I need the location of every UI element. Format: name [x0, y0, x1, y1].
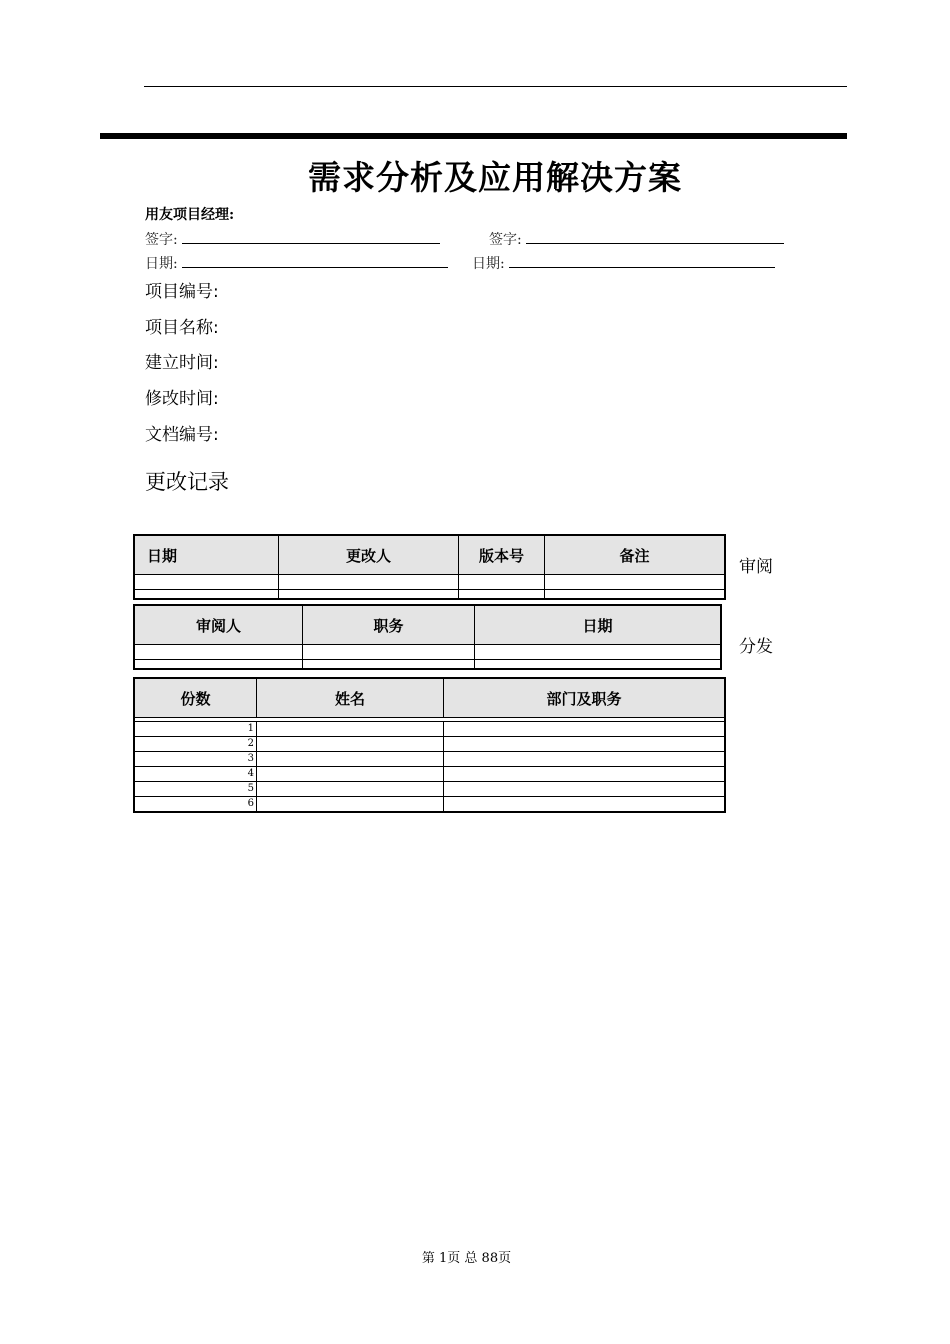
- review-header-date: 日期: [475, 606, 721, 645]
- document-title: 需求分析及应用解决方案: [308, 158, 682, 197]
- table-cell[interactable]: [257, 782, 444, 797]
- table-cell[interactable]: [475, 645, 721, 660]
- signature-left-label: 签字:: [145, 232, 178, 248]
- table-cell[interactable]: [459, 590, 545, 599]
- table-row: [135, 590, 725, 599]
- field-created-time: 建立时间:: [145, 353, 219, 373]
- distribution-header-name: 姓名: [257, 679, 444, 718]
- header-rule: [144, 86, 847, 87]
- table-cell[interactable]: [459, 575, 545, 590]
- review-header-row: [135, 606, 721, 645]
- table-row: [135, 782, 725, 797]
- table-cell[interactable]: [279, 590, 459, 599]
- signature-right: [489, 229, 784, 249]
- date-right-line[interactable]: [509, 255, 775, 268]
- table-row: [135, 797, 725, 812]
- field-project-name: 项目名称:: [145, 318, 219, 338]
- table-row: [135, 660, 721, 669]
- change-log-header-row: [135, 536, 725, 575]
- date-left-label: 日期:: [145, 256, 178, 272]
- copy-number: 5: [135, 782, 257, 797]
- review-header-position: 职务: [303, 606, 475, 645]
- table-cell[interactable]: [545, 590, 725, 599]
- change-log-header-author: 更改人: [279, 536, 459, 575]
- table-cell[interactable]: [135, 590, 279, 599]
- table-row: [135, 575, 725, 590]
- table-cell[interactable]: [279, 575, 459, 590]
- review-header-reviewer: 审阅人: [135, 606, 303, 645]
- table-cell[interactable]: [135, 645, 303, 660]
- table-row: [135, 767, 725, 782]
- distribution-header-row: [135, 679, 725, 718]
- distribution-label: 分发: [739, 637, 773, 657]
- field-modified-time: 修改时间:: [145, 389, 219, 409]
- change-log-header-version: 版本号: [459, 536, 545, 575]
- signature-left-line[interactable]: [182, 231, 440, 244]
- copy-number: 6: [135, 797, 257, 812]
- change-log-heading: 更改记录: [145, 470, 229, 494]
- copy-number: 1: [135, 722, 257, 737]
- date-left: [145, 253, 448, 273]
- table-cell[interactable]: [257, 737, 444, 752]
- table-cell[interactable]: [303, 645, 475, 660]
- page-footer: 第 1页 总 88页: [421, 1251, 512, 1266]
- table-cell[interactable]: [444, 767, 725, 782]
- distribution-header-copies: 份数: [135, 679, 257, 718]
- table-row: [135, 752, 725, 767]
- review-table: [134, 605, 721, 669]
- signature-right-label: 签字:: [489, 232, 522, 248]
- distribution-header-department: 部门及职务: [444, 679, 725, 718]
- date-left-line[interactable]: [182, 255, 448, 268]
- table-cell[interactable]: [303, 660, 475, 669]
- date-right-label: 日期:: [472, 256, 505, 272]
- signature-right-line[interactable]: [526, 231, 784, 244]
- table-cell[interactable]: [257, 797, 444, 812]
- review-label: 审阅: [739, 557, 773, 577]
- table-cell[interactable]: [444, 782, 725, 797]
- field-project-number: 项目编号:: [145, 282, 219, 302]
- table-row: [135, 722, 725, 737]
- table-cell[interactable]: [475, 660, 721, 669]
- copy-number: 2: [135, 737, 257, 752]
- date-right: [472, 253, 775, 273]
- project-manager-label: 用友项目经理:: [145, 207, 235, 223]
- table-cell[interactable]: [444, 722, 725, 737]
- change-log-header-notes: 备注: [545, 536, 725, 575]
- table-cell[interactable]: [257, 752, 444, 767]
- title-divider: [100, 133, 847, 139]
- table-cell[interactable]: [135, 575, 279, 590]
- distribution-table: [134, 678, 725, 812]
- table-cell[interactable]: [135, 660, 303, 669]
- table-cell[interactable]: [444, 797, 725, 812]
- field-document-number: 文档编号:: [145, 425, 219, 445]
- copy-number: 3: [135, 752, 257, 767]
- table-cell[interactable]: [257, 767, 444, 782]
- signature-left: [145, 229, 440, 249]
- table-cell[interactable]: [444, 737, 725, 752]
- table-cell[interactable]: [444, 752, 725, 767]
- change-log-table: [134, 535, 725, 599]
- table-row: [135, 737, 725, 752]
- table-cell[interactable]: [257, 722, 444, 737]
- table-cell[interactable]: [545, 575, 725, 590]
- change-log-header-date: 日期: [135, 536, 279, 575]
- copy-number: 4: [135, 767, 257, 782]
- table-row: [135, 645, 721, 660]
